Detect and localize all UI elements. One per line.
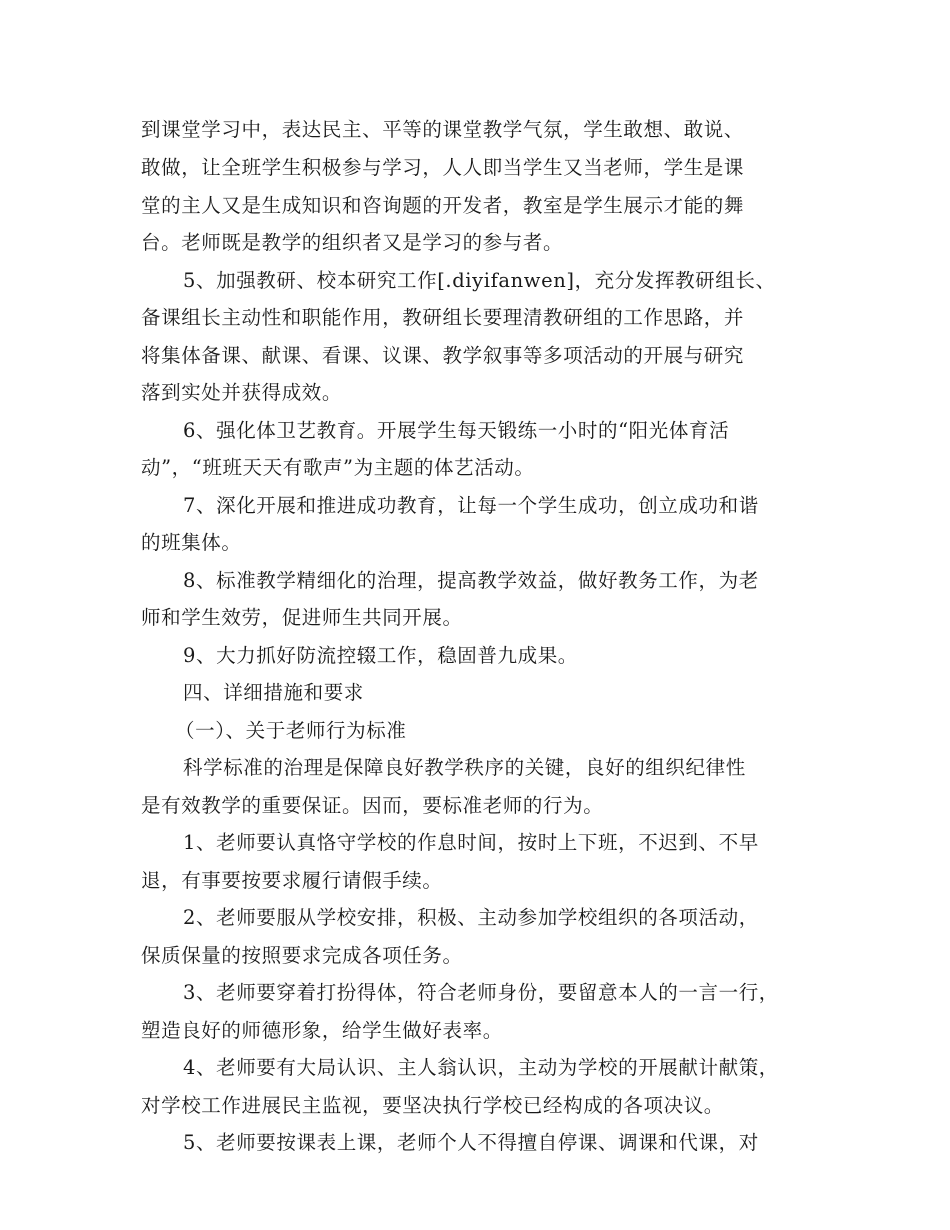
body-text-line: 退，有事要按要求履行请假手续。 [141, 869, 443, 892]
body-text-line: 到课堂学习中，表达民主、平等的课堂教学气氛，学生敢想、敢说、 [141, 118, 745, 141]
body-text-line: 的班集体。 [141, 531, 242, 554]
body-text-line: 台。老师既是教学的组织者又是学习的参与者。 [141, 231, 564, 254]
rule-item-3-start: 3、老师要穿着打扮得体，符合老师身份，要留意本人的一言一行， [183, 981, 779, 1004]
list-item-7-start: 7、深化开展和推进成功教育，让每一个学生成功，创立成功和谐 [183, 494, 759, 517]
subsection-heading: （一）、关于老师行为标准 [175, 719, 407, 742]
body-text-line: 师和学生效劳，促进师生共同开展。 [141, 606, 463, 629]
rule-item-2-start: 2、老师要服从学校安排，积极、主动参加学校组织的各项活动， [183, 906, 759, 929]
rule-item-5-start: 5、老师要按课表上课，老师个人不得擅自停课、调课和代课，对 [183, 1131, 759, 1154]
body-text-line: 是有效教学的重要保证。因而，要标准老师的行为。 [141, 794, 604, 817]
body-text-line: 动”，“班班天天有歌声”为主题的体艺活动。 [141, 456, 535, 479]
list-item-9: 9、大力抓好防流控辍工作，稳固普九成果。 [183, 644, 578, 667]
rule-item-1-start: 1、老师要认真恪守学校的作息时间，按时上下班，不迟到、不早 [183, 831, 759, 854]
body-text-line: 堂的主人又是生成知识和咨询题的开发者，教室是学生展示才能的舞 [141, 194, 745, 217]
body-text-line: 对学校工作进展民主监视，要坚决执行学校已经构成的各项决议。 [141, 1094, 724, 1117]
body-text-line: 将集体备课、献课、看课、议课、教学叙事等多项活动的开展与研究 [141, 344, 745, 367]
body-text-line: 塑造良好的师德形象，给学生做好表率。 [141, 1019, 503, 1042]
rule-item-4-start: 4、老师要有大局认识、主人翁认识，主动为学校的开展献计献策， [183, 1056, 779, 1079]
paragraph-start: 科学标准的治理是保障良好教学秩序的关键，良好的组织纪律性 [183, 756, 746, 779]
list-item-6-start: 6、强化体卫艺教育。开展学生每天锻练一小时的“阳光体育活 [183, 419, 730, 442]
list-item-8-start: 8、标准教学精细化的治理，提高教学效益，做好教务工作，为老 [183, 569, 759, 592]
body-text-line: 保质保量的按照要求完成各项任务。 [141, 944, 463, 967]
list-item-5-start: 5、加强教研、校本研究工作[.diyifanwen]，充分发挥教研组长、 [183, 269, 776, 292]
section-heading: 四、详细措施和要求 [183, 681, 364, 704]
body-text-line: 敢做，让全班学生积极参与学习，人人即当学生又当老师，学生是课 [141, 156, 745, 179]
body-text-line: 落到实处并获得成效。 [141, 381, 343, 404]
body-text-line: 备课组长主动性和职能作用，教研组长要理清教研组的工作思路，并 [141, 306, 745, 329]
